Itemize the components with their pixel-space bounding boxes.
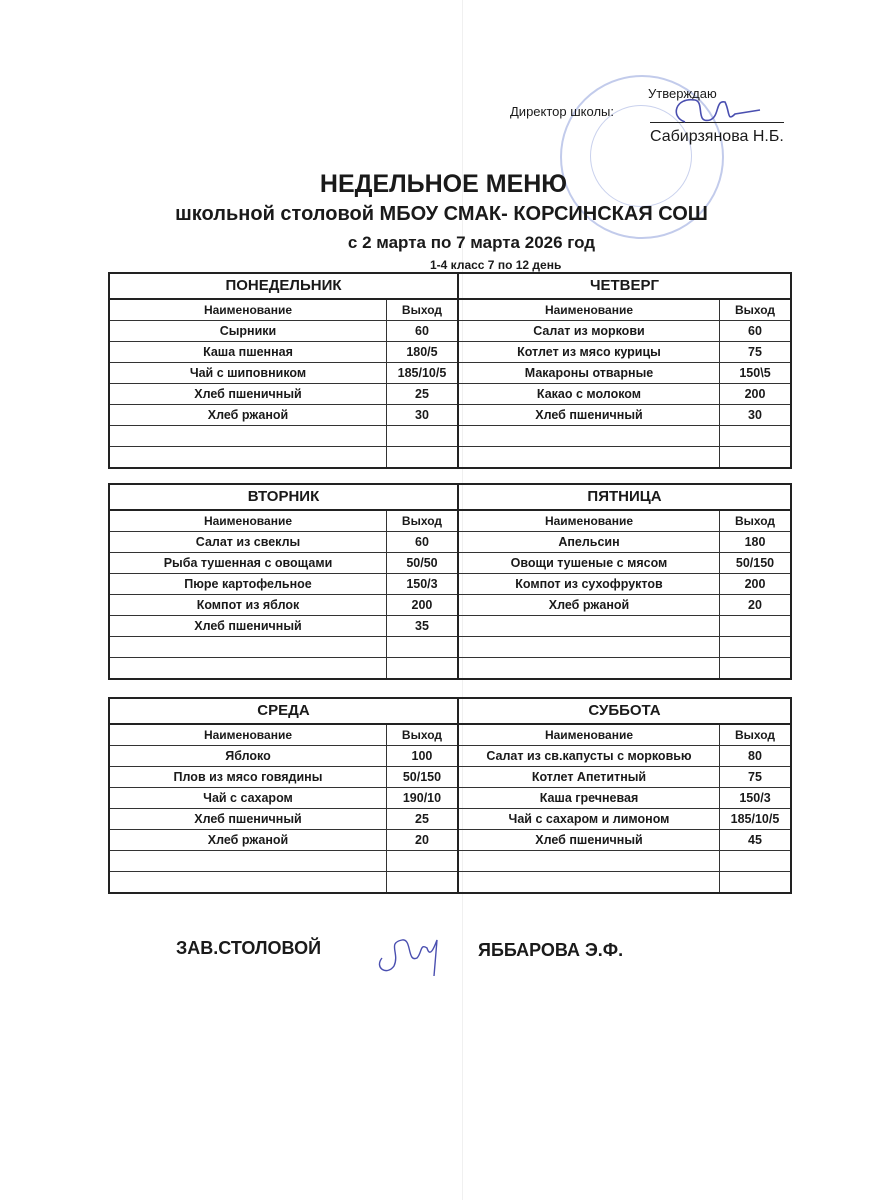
table-row [459, 788, 790, 809]
dish-output: 75 [748, 345, 762, 359]
dish-output: 30 [748, 408, 762, 422]
dish-output: 180/5 [406, 345, 438, 359]
canteen-head-signature [372, 928, 452, 978]
dish-name [459, 447, 720, 467]
table-row [110, 363, 457, 384]
dish-output: 150/3 [406, 577, 438, 591]
dish-output: 75 [748, 770, 762, 784]
table-row [459, 321, 790, 342]
table-row [459, 658, 790, 678]
dish-name: Котлет Апетитный [459, 767, 720, 787]
dish-output [720, 616, 790, 636]
menu-block [108, 697, 792, 894]
dish-name [110, 637, 387, 657]
column-header-name: Наименование [459, 300, 720, 320]
day-table [459, 274, 790, 467]
dish-name [459, 637, 720, 657]
column-header-name: Наименование [110, 725, 387, 745]
dish-name: Хлеб ржаной [110, 830, 387, 850]
day-table [110, 274, 459, 467]
dish-name [459, 426, 720, 446]
table-row [110, 405, 457, 426]
dish-output [387, 658, 457, 678]
column-header-name: Наименование [459, 725, 720, 745]
page-title: НЕДЕЛЬНОЕ МЕНЮ [319, 170, 568, 198]
column-header-row [110, 511, 457, 532]
dish-name: Компот из сухофруктов [459, 574, 720, 594]
class-info: 1-4 класс 7 по 12 день [430, 258, 562, 272]
table-row [110, 637, 457, 658]
column-header-output: Выход [734, 514, 776, 528]
table-row [110, 553, 457, 574]
canteen-head-name: ЯББАРОВА Э.Ф. [478, 940, 624, 960]
dish-output: 185/10/5 [730, 812, 780, 826]
dish-name [110, 851, 387, 871]
dish-name: Каша гречневая [459, 788, 720, 808]
dish-output: 20 [415, 833, 429, 847]
day-table [110, 699, 459, 892]
dish-output: 185/10/5 [397, 366, 447, 380]
dish-output [720, 447, 790, 467]
table-row [110, 746, 457, 767]
table-row [459, 872, 790, 892]
dish-output: 60 [415, 324, 429, 338]
table-row [459, 447, 790, 467]
column-header-output: Выход [734, 728, 776, 742]
dish-name: Плов из мясо говядины [110, 767, 387, 787]
dish-output: 200 [744, 387, 766, 401]
table-row [459, 830, 790, 851]
dish-output: 60 [415, 535, 429, 549]
column-header-row [110, 725, 457, 746]
menu-block [108, 272, 792, 469]
table-row [459, 405, 790, 426]
day-title: СРЕДА [110, 699, 457, 725]
table-row [110, 788, 457, 809]
dish-output: 150/3 [739, 791, 771, 805]
dish-output: 45 [748, 833, 762, 847]
dish-name: Хлеб пшеничный [110, 616, 387, 636]
column-header-row [459, 300, 790, 321]
dish-name: Рыба тушенная с овощами [110, 553, 387, 573]
dish-output: 50/150 [402, 770, 442, 784]
day-title: ЧЕТВЕРГ [459, 274, 790, 300]
dish-name: Пюре картофельное [110, 574, 387, 594]
dish-name [110, 426, 387, 446]
column-header-output: Выход [734, 303, 776, 317]
table-row [110, 767, 457, 788]
table-row [459, 851, 790, 872]
dish-output: 25 [415, 812, 429, 826]
column-header-row [459, 725, 790, 746]
table-row [459, 553, 790, 574]
dish-name: Хлеб пшеничный [459, 405, 720, 425]
dish-name: Хлеб пшеничный [110, 384, 387, 404]
dish-output [387, 447, 457, 467]
table-row [110, 574, 457, 595]
table-row [459, 767, 790, 788]
date-range: с 2 марта по 7 марта 2026 год [347, 233, 596, 252]
table-row [110, 872, 457, 892]
dish-name: Чай с шиповником [110, 363, 387, 383]
day-table [459, 485, 790, 678]
menu-block [108, 483, 792, 680]
dish-output: 180 [744, 535, 766, 549]
dish-output: 80 [748, 749, 762, 763]
dish-name [459, 616, 720, 636]
day-title: СУББОТА [459, 699, 790, 725]
dish-output: 100 [411, 749, 433, 763]
day-title: ПОНЕДЕЛЬНИК [110, 274, 457, 300]
table-row [110, 830, 457, 851]
dish-name: Овощи тушеные с мясом [459, 553, 720, 573]
table-row [110, 532, 457, 553]
column-header-row [110, 300, 457, 321]
dish-name: Яблоко [110, 746, 387, 766]
table-row [459, 809, 790, 830]
column-header-name: Наименование [459, 511, 720, 531]
dish-name: Каша пшенная [110, 342, 387, 362]
dish-output: 190/10 [402, 791, 442, 805]
dish-output: 30 [415, 408, 429, 422]
dish-name: Макароны отварные [459, 363, 720, 383]
table-row [110, 595, 457, 616]
table-row [110, 809, 457, 830]
dish-output: 25 [415, 387, 429, 401]
dish-output [720, 658, 790, 678]
table-row [110, 658, 457, 678]
table-row [459, 616, 790, 637]
dish-name: Какао с молоком [459, 384, 720, 404]
canteen-head-label: ЗАВ.СТОЛОВОЙ [176, 938, 322, 958]
dish-output: 150\5 [739, 366, 771, 380]
table-row [459, 637, 790, 658]
column-header-name: Наименование [110, 511, 387, 531]
table-row [459, 746, 790, 767]
dish-name [110, 872, 387, 892]
dish-name: Чай с сахаром [110, 788, 387, 808]
table-row [110, 426, 457, 447]
dish-name: Хлеб ржаной [110, 405, 387, 425]
dish-output [387, 637, 457, 657]
dish-output: 35 [415, 619, 429, 633]
dish-output [387, 426, 457, 446]
table-row [459, 574, 790, 595]
dish-name: Апельсин [459, 532, 720, 552]
table-row [459, 426, 790, 447]
dish-output [720, 851, 790, 871]
table-row [110, 321, 457, 342]
dish-name: Хлеб ржаной [459, 595, 720, 615]
dish-output: 200 [411, 598, 433, 612]
dish-output: 20 [748, 598, 762, 612]
column-header-output: Выход [401, 514, 442, 528]
day-title: ВТОРНИК [110, 485, 457, 511]
table-row [459, 532, 790, 553]
table-row [110, 616, 457, 637]
dish-name: Салат из свеклы [110, 532, 387, 552]
column-header-output: Выход [401, 728, 442, 742]
dish-output: 50/50 [406, 556, 438, 570]
director-signature [665, 92, 765, 132]
dish-name: Котлет из мясо курицы [459, 342, 720, 362]
day-title: ПЯТНИЦА [459, 485, 790, 511]
dish-output [387, 851, 457, 871]
director-name: Сабирзянова Н.Б. [650, 128, 784, 145]
page-subtitle: школьной столовой МБОУ СМАК- КОРСИНСКАЯ СОШ [175, 203, 708, 225]
dish-name [459, 872, 720, 892]
dish-name: Компот из яблок [110, 595, 387, 615]
dish-output [387, 872, 457, 892]
approve-label: Утверждаю [648, 86, 717, 101]
column-header-name: Наименование [110, 300, 387, 320]
table-row [459, 384, 790, 405]
column-header-output: Выход [401, 303, 442, 317]
dish-name: Хлеб пшеничный [110, 809, 387, 829]
table-row [459, 595, 790, 616]
dish-output [720, 637, 790, 657]
table-row [459, 342, 790, 363]
dish-name: Хлеб пшеничный [459, 830, 720, 850]
dish-name: Сырники [110, 321, 387, 341]
dish-output: 200 [744, 577, 766, 591]
day-table [459, 699, 790, 892]
table-row [459, 363, 790, 384]
dish-name: Салат из св.капусты с морковью [459, 746, 720, 766]
dish-output [720, 872, 790, 892]
dish-name [459, 851, 720, 871]
column-header-row [459, 511, 790, 532]
dish-name: Чай с сахаром и лимоном [459, 809, 720, 829]
table-row [110, 342, 457, 363]
table-row [110, 851, 457, 872]
dish-name [110, 447, 387, 467]
director-label: Директор школы: [510, 104, 614, 119]
dish-output: 60 [748, 324, 762, 338]
dish-output [720, 426, 790, 446]
dish-name: Салат из моркови [459, 321, 720, 341]
dish-output: 50/150 [735, 556, 775, 570]
day-table [110, 485, 459, 678]
table-row [110, 384, 457, 405]
dish-name [110, 658, 387, 678]
dish-name [459, 658, 720, 678]
table-row [110, 447, 457, 467]
